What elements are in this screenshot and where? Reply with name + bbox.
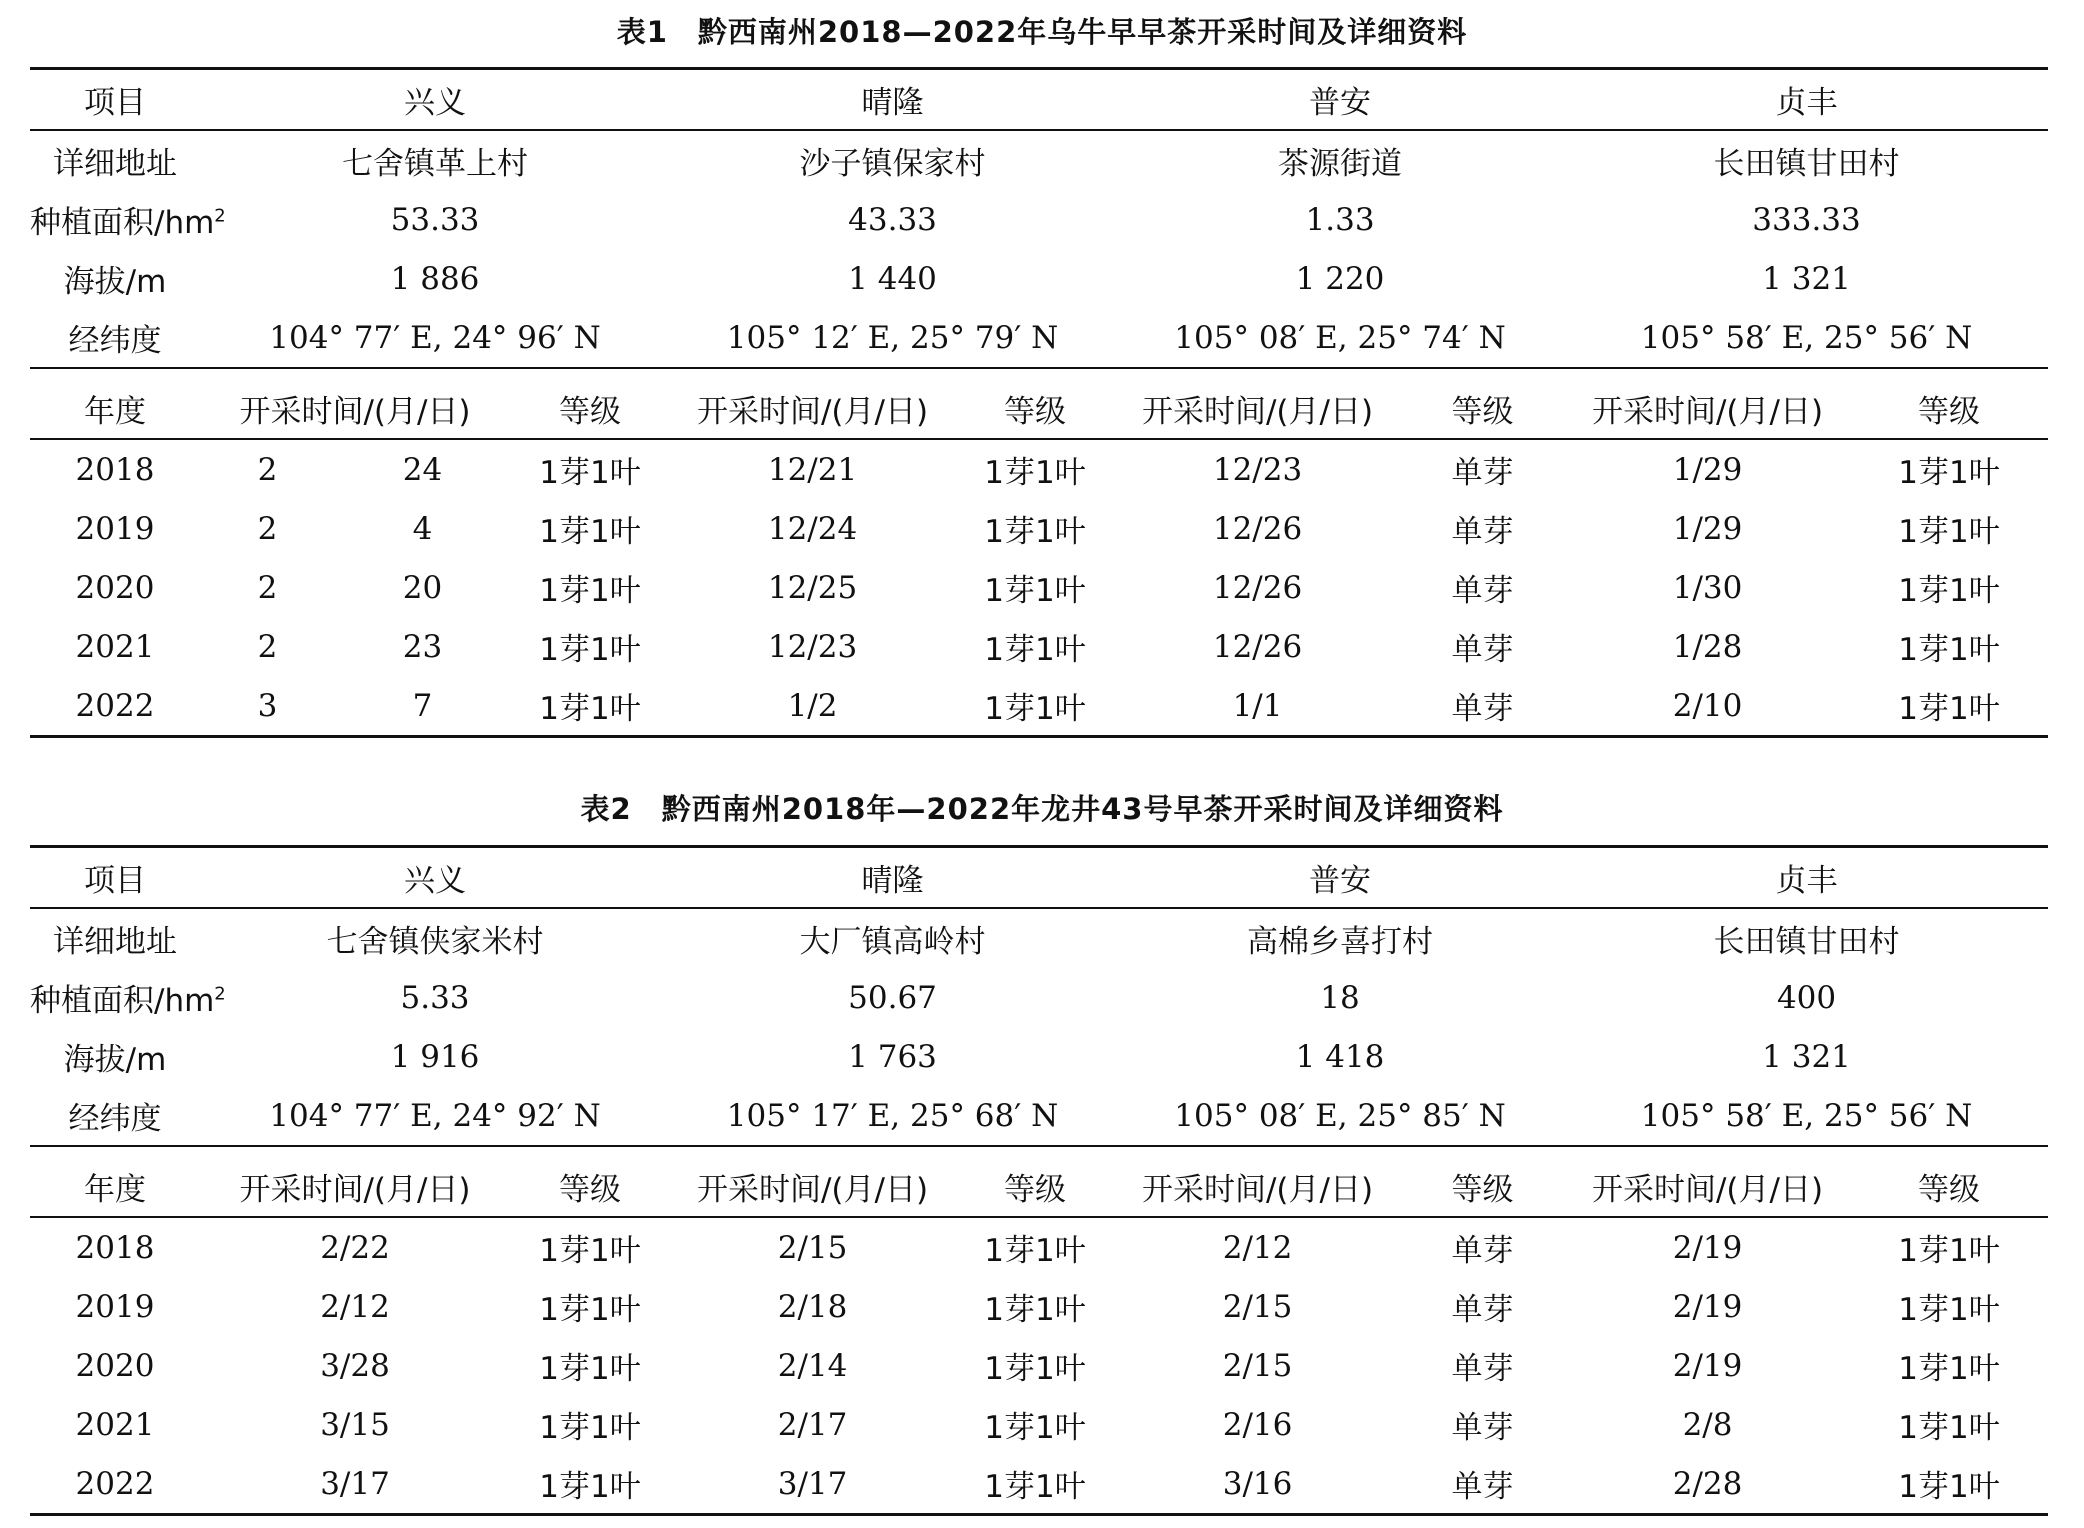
day-cell: 23 xyxy=(402,628,443,665)
area-row xyxy=(30,190,2048,249)
grade-cell: 1芽1叶 xyxy=(984,514,1086,550)
grade-header: 等级 xyxy=(1400,1157,1565,1217)
area-label-text: 种植面积/hm xyxy=(30,205,215,241)
area-value: 333.33 xyxy=(1752,201,1861,238)
altitude-value: 1 886 xyxy=(390,260,480,297)
table-row xyxy=(30,1454,2048,1515)
site-zhenfeng: 贞丰 xyxy=(1565,69,2048,131)
grade-header: 等级 xyxy=(1400,379,1565,439)
area-value: 50.67 xyxy=(848,979,937,1016)
date-cell: 3/28 xyxy=(320,1347,390,1384)
date-cell: 2/19 xyxy=(1672,1288,1743,1325)
table-row xyxy=(30,1395,2048,1454)
address-label: 详细地址 xyxy=(53,924,177,960)
label-item: 项目 xyxy=(30,847,200,909)
month-cell: 3 xyxy=(200,676,335,737)
address-row xyxy=(30,908,2048,968)
site-qinglong: 晴隆 xyxy=(670,847,1115,909)
time-header: 开采时间/(月/日) xyxy=(670,1157,955,1217)
date-cell: 3/17 xyxy=(670,1454,955,1515)
month-cell: 2 xyxy=(257,569,278,606)
date-cell: 12/23 xyxy=(1212,451,1303,488)
address-value: 七舍镇革上村 xyxy=(342,146,529,182)
day-cell: 4 xyxy=(412,510,433,547)
altitude-value: 1 763 xyxy=(848,1038,937,1075)
table-row xyxy=(30,558,2048,617)
address-row xyxy=(30,130,2048,190)
grade-cell: 1芽1叶 xyxy=(955,1454,1115,1515)
year-header: 年度 xyxy=(30,379,200,439)
date-cell: 12/25 xyxy=(767,569,858,606)
altitude-label: 海拔/m xyxy=(63,1042,167,1078)
time-header: 开采时间/(月/日) xyxy=(1565,379,1850,439)
date-cell: 1/29 xyxy=(1672,451,1743,488)
grade-cell: 单芽 xyxy=(1451,573,1514,609)
coords-label: 经纬度 xyxy=(30,308,200,368)
date-cell: 2/8 xyxy=(1682,1406,1733,1443)
time-header: 开采时间/(月/日) xyxy=(200,379,510,439)
month-cell: 2 xyxy=(257,510,278,547)
altitude-value: 1 916 xyxy=(390,1038,480,1075)
date-cell: 2/14 xyxy=(777,1347,848,1384)
grade-cell: 单芽 xyxy=(1451,1351,1514,1387)
double-rule-spacer xyxy=(30,1146,2048,1157)
site-zhenfeng: 贞丰 xyxy=(1565,847,2048,909)
grade-cell: 1芽1叶 xyxy=(1898,1351,2000,1387)
altitude-value: 1 321 xyxy=(1762,1038,1851,1075)
area-value: 5.33 xyxy=(400,979,470,1016)
table-row xyxy=(30,439,2048,499)
year-header: 年度 xyxy=(30,1157,200,1217)
date-cell: 2/19 xyxy=(1672,1347,1743,1384)
year-cell: 2022 xyxy=(30,676,200,737)
grade-cell: 1芽1叶 xyxy=(1898,1410,2000,1446)
grade-cell: 单芽 xyxy=(1400,1454,1565,1515)
date-cell: 1/1 xyxy=(1115,676,1400,737)
table-row xyxy=(30,1217,2048,1277)
year-cell: 2021 xyxy=(75,628,155,665)
address-value: 大厂镇高岭村 xyxy=(799,924,986,960)
year-cell: 2018 xyxy=(75,451,155,488)
grade-cell: 1芽1叶 xyxy=(984,455,1086,491)
date-cell: 2/15 xyxy=(1222,1347,1293,1384)
grade-cell: 1芽1叶 xyxy=(1850,1454,2048,1515)
date-cell: 2/10 xyxy=(1565,676,1850,737)
grade-cell: 1芽1叶 xyxy=(539,573,641,609)
date-cell: 3/15 xyxy=(320,1406,390,1443)
coords-label: 经纬度 xyxy=(30,1086,200,1146)
grade-cell: 1芽1叶 xyxy=(984,632,1086,668)
coords-row xyxy=(30,308,2048,368)
area-value: 1.33 xyxy=(1305,201,1375,238)
grade-cell: 1芽1叶 xyxy=(539,1351,641,1387)
grade-header: 等级 xyxy=(1850,379,2048,439)
time-header: 开采时间/(月/日) xyxy=(670,379,955,439)
day-cell: 24 xyxy=(402,451,443,488)
label-item: 项目 xyxy=(30,69,200,131)
date-cell: 2/12 xyxy=(320,1288,390,1325)
header-row xyxy=(30,69,2048,131)
grade-header: 等级 xyxy=(510,379,670,439)
table-row xyxy=(30,499,2048,558)
date-cell: 1/2 xyxy=(670,676,955,737)
grade-cell: 1芽1叶 xyxy=(1898,1233,2000,1269)
grade-header: 等级 xyxy=(955,1157,1115,1217)
coords-value: 104° 77′ E, 24° 96′ N xyxy=(200,308,670,368)
grade-cell: 1芽1叶 xyxy=(984,1410,1086,1446)
area-label xyxy=(30,968,226,1027)
grade-cell: 1芽1叶 xyxy=(984,1233,1086,1269)
date-cell: 3/17 xyxy=(200,1454,510,1515)
grade-cell: 1芽1叶 xyxy=(1850,676,2048,737)
site-puan: 普安 xyxy=(1115,69,1565,131)
grade-cell: 1芽1叶 xyxy=(539,632,641,668)
grade-cell: 单芽 xyxy=(1451,1292,1514,1328)
date-cell: 1/28 xyxy=(1672,628,1743,665)
area-label-sup: 2 xyxy=(214,983,226,1005)
altitude-row xyxy=(30,249,2048,308)
date-cell: 2/19 xyxy=(1672,1229,1743,1266)
year-cell: 2019 xyxy=(75,1288,155,1325)
address-value: 高棉乡喜打村 xyxy=(1247,924,1434,960)
coords-row xyxy=(30,1086,2048,1146)
coords-value: 104° 77′ E, 24° 92′ N xyxy=(200,1086,670,1146)
date-cell: 1/29 xyxy=(1672,510,1743,547)
address-value: 沙子镇保家村 xyxy=(799,146,986,182)
site-xingyi: 兴义 xyxy=(200,69,670,131)
grade-cell: 1芽1叶 xyxy=(955,676,1115,737)
spacer-cell xyxy=(30,368,2048,379)
header-row xyxy=(30,847,2048,909)
grade-cell: 1芽1叶 xyxy=(539,514,641,550)
sub-header-row xyxy=(30,379,2048,439)
grade-cell: 单芽 xyxy=(1400,676,1565,737)
date-cell: 12/23 xyxy=(767,628,858,665)
table-row xyxy=(30,617,2048,676)
month-cell: 2 xyxy=(257,451,278,488)
altitude-value: 1 440 xyxy=(848,260,937,297)
date-cell: 2/17 xyxy=(777,1406,848,1443)
coords-value: 105° 58′ E, 25° 56′ N xyxy=(1565,1086,2048,1146)
address-label: 详细地址 xyxy=(53,146,177,182)
site-qinglong: 晴隆 xyxy=(670,69,1115,131)
year-cell: 2021 xyxy=(75,1406,155,1443)
date-cell: 2/28 xyxy=(1565,1454,1850,1515)
year-cell: 2022 xyxy=(30,1454,200,1515)
date-cell: 2/15 xyxy=(777,1229,848,1266)
table-2 xyxy=(30,845,2048,1516)
altitude-row xyxy=(30,1027,2048,1086)
grade-cell: 单芽 xyxy=(1451,514,1514,550)
grade-cell: 单芽 xyxy=(1451,632,1514,668)
table-row xyxy=(30,1336,2048,1395)
grade-cell: 单芽 xyxy=(1451,1233,1514,1269)
grade-cell: 1芽1叶 xyxy=(539,1233,641,1269)
altitude-label: 海拔/m xyxy=(63,264,167,300)
sub-header-row xyxy=(30,1157,2048,1217)
date-cell: 12/26 xyxy=(1212,569,1303,606)
grade-cell: 单芽 xyxy=(1451,455,1514,491)
coords-value: 105° 08′ E, 25° 85′ N xyxy=(1115,1086,1565,1146)
grade-cell: 单芽 xyxy=(1451,1410,1514,1446)
grade-cell: 1芽1叶 xyxy=(539,455,641,491)
area-label xyxy=(30,190,226,249)
time-header: 开采时间/(月/日) xyxy=(1115,1157,1400,1217)
address-value: 茶源街道 xyxy=(1278,146,1403,182)
date-cell: 12/24 xyxy=(767,510,858,547)
date-cell: 2/22 xyxy=(320,1229,390,1266)
altitude-value: 1 418 xyxy=(1295,1038,1385,1075)
date-cell: 12/26 xyxy=(1212,628,1303,665)
date-cell: 2/12 xyxy=(1222,1229,1293,1266)
year-cell: 2018 xyxy=(75,1229,155,1266)
coords-value: 105° 12′ E, 25° 79′ N xyxy=(670,308,1115,368)
grade-cell: 1芽1叶 xyxy=(510,1454,670,1515)
grade-cell: 1芽1叶 xyxy=(539,1292,641,1328)
address-value: 长田镇甘田村 xyxy=(1713,146,1900,182)
date-cell: 12/21 xyxy=(767,451,858,488)
area-value: 43.33 xyxy=(848,201,937,238)
day-cell: 7 xyxy=(335,676,510,737)
table-row xyxy=(30,676,2048,737)
area-value: 53.33 xyxy=(390,201,480,238)
area-label-sup: 2 xyxy=(214,205,226,227)
year-cell: 2020 xyxy=(75,569,155,606)
grade-cell: 1芽1叶 xyxy=(1898,455,2000,491)
area-value: 18 xyxy=(1320,979,1360,1016)
site-puan: 普安 xyxy=(1115,847,1565,909)
address-value: 长田镇甘田村 xyxy=(1713,924,1900,960)
grade-cell: 1芽1叶 xyxy=(1898,1292,2000,1328)
area-label-text: 种植面积/hm xyxy=(30,983,215,1019)
grade-cell: 1芽1叶 xyxy=(539,1410,641,1446)
grade-cell: 1芽1叶 xyxy=(984,1292,1086,1328)
grade-cell: 1芽1叶 xyxy=(1898,514,2000,550)
coords-value: 105° 58′ E, 25° 56′ N xyxy=(1565,308,2048,368)
altitude-value: 1 220 xyxy=(1295,260,1385,297)
year-cell: 2020 xyxy=(75,1347,155,1384)
grade-cell: 1芽1叶 xyxy=(1898,573,2000,609)
grade-cell: 1芽1叶 xyxy=(984,1351,1086,1387)
day-cell: 20 xyxy=(402,569,443,606)
time-header: 开采时间/(月/日) xyxy=(200,1157,510,1217)
grade-header: 等级 xyxy=(955,379,1115,439)
grade-header: 等级 xyxy=(510,1157,670,1217)
table-1 xyxy=(30,67,2048,738)
grade-header: 等级 xyxy=(1850,1157,2048,1217)
area-value: 400 xyxy=(1776,979,1837,1016)
site-xingyi: 兴义 xyxy=(200,847,670,909)
date-cell: 3/16 xyxy=(1115,1454,1400,1515)
date-cell: 2/16 xyxy=(1222,1406,1293,1443)
date-cell: 2/18 xyxy=(777,1288,848,1325)
time-header: 开采时间/(月/日) xyxy=(1115,379,1400,439)
altitude-value: 1 321 xyxy=(1762,260,1851,297)
month-cell: 2 xyxy=(257,628,278,665)
date-cell: 2/15 xyxy=(1222,1288,1293,1325)
coords-value: 105° 08′ E, 25° 74′ N xyxy=(1115,308,1565,368)
spacer-cell xyxy=(30,1146,2048,1157)
grade-cell: 1芽1叶 xyxy=(510,676,670,737)
coords-value: 105° 17′ E, 25° 68′ N xyxy=(670,1086,1115,1146)
date-cell: 1/30 xyxy=(1672,569,1743,606)
grade-cell: 1芽1叶 xyxy=(1898,632,2000,668)
table-2-caption: 表2 黔西南州2018年—2022年龙井43号早茶开采时间及详细资料 xyxy=(580,791,1504,826)
double-rule-spacer xyxy=(30,368,2048,379)
address-value: 七舍镇侠家米村 xyxy=(326,924,544,960)
table-row xyxy=(30,1277,2048,1336)
time-header: 开采时间/(月/日) xyxy=(1565,1157,1850,1217)
grade-cell: 1芽1叶 xyxy=(984,573,1086,609)
date-cell: 12/26 xyxy=(1212,510,1303,547)
table-1-caption: 表1 黔西南州2018—2022年乌牛早早茶开采时间及详细资料 xyxy=(616,14,1468,49)
year-cell: 2019 xyxy=(75,510,155,547)
area-row xyxy=(30,968,2048,1027)
